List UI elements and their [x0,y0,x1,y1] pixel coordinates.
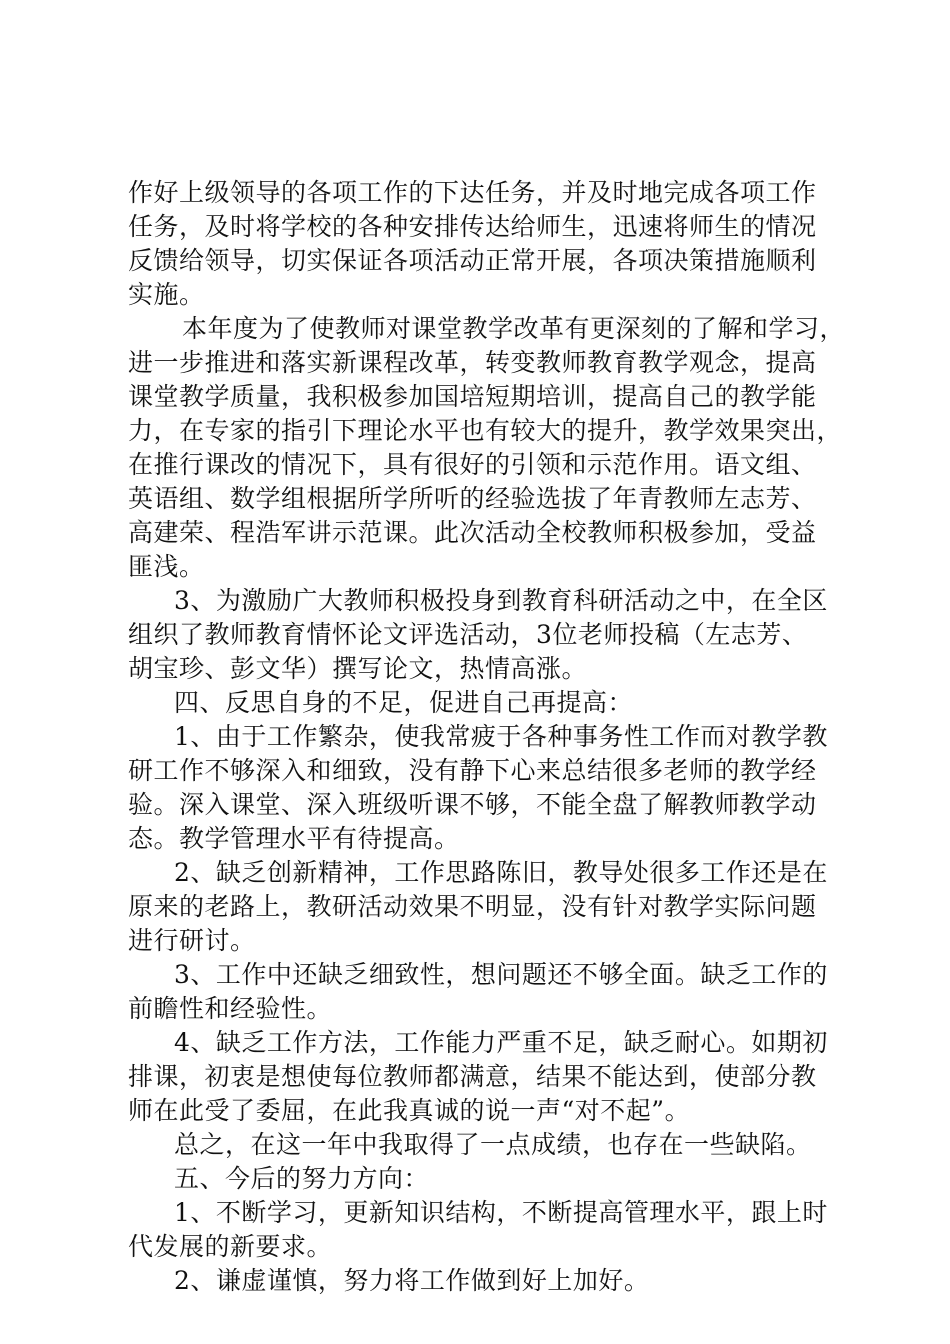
text-line: 英语组、数学组根据所学所听的经验选拔了年青教师左志芳、 [128,484,817,513]
text-line: 1、由于工作繁杂，使我常疲于各种事务性工作而对教学教 [174,722,828,751]
text-line: 课堂教学质量，我积极参加国培短期培训，提高自己的教学能 [128,382,817,411]
text-line: 四、反思自身的不足，促进自己再提高： [174,688,634,717]
text-line: 代发展的新要求。 [128,1232,333,1261]
text-line: 3、为激励广大教师积极投身到教育科研活动之中，在全区 [174,586,828,615]
text-line: 排课，初衷是想使每位教师都满意，结果不能达到，使部分教 [128,1062,817,1091]
text-line: 作好上级领导的各项工作的下达任务，并及时地完成各项工作 [128,178,817,207]
text-line: 1、不断学习，更新知识结构，不断提高管理水平，跟上时 [174,1198,828,1227]
text-line: 4、缺乏工作方法，工作能力严重不足，缺乏耐心。如期初 [174,1028,828,1057]
text-line: 任务，及时将学校的各种安排传达给师生，迅速将师生的情况 [128,212,817,241]
text-line: 3、工作中还缺乏细致性，想问题还不够全面。缺乏工作的 [174,960,828,989]
text-line: 反馈给领导，切实保证各项活动正常开展，各项决策措施顺利 [128,246,817,275]
text-line: 胡宝珍、彭文华）撰写论文，热情高涨。 [128,654,588,683]
text-line: 在推行课改的情况下，具有很好的引领和示范作用。语文组、 [128,450,817,479]
text-line: 2、谦虚谨慎，努力将工作做到好上加好。 [174,1266,650,1295]
text-line: 进行研讨。 [128,926,256,955]
text-line: 本年度为了使教师对课堂教学改革有更深刻的了解和学习， [182,314,846,343]
text-line: 五、今后的努力方向： [174,1164,430,1193]
text-line: 实施。 [128,280,205,309]
text-line: 态。教学管理水平有待提高。 [128,824,460,853]
text-line: 力，在专家的指引下理论水平也有较大的提升，教学效果突出， [128,416,843,445]
text-line: 2、缺乏创新精神，工作思路陈旧，教导处很多工作还是在 [174,858,828,887]
text-line: 高建荣、程浩军讲示范课。此次活动全校教师积极参加，受益 [128,518,817,547]
text-line: 进一步推进和落实新课程改革，转变教师教育教学观念，提高 [128,348,817,377]
text-line: 验。深入课堂、深入班级听课不够，不能全盘了解教师教学动 [128,790,817,819]
text-line: 匪浅。 [128,552,205,581]
text-line: 研工作不够深入和细致，没有静下心来总结很多老师的教学经 [128,756,817,785]
text-line: 原来的老路上，教研活动效果不明显，没有针对教学实际问题 [128,892,817,921]
text-line: 总之，在这一年中我取得了一点成绩，也存在一些缺陷。 [174,1130,812,1159]
text-line: 组织了教师教育情怀论文评选活动，3位老师投稿（左志芳、 [128,620,808,649]
text-line: 前瞻性和经验性。 [128,994,333,1023]
text-line: 师在此受了委屈，在此我真诚的说一声“对不起”。 [128,1096,691,1125]
